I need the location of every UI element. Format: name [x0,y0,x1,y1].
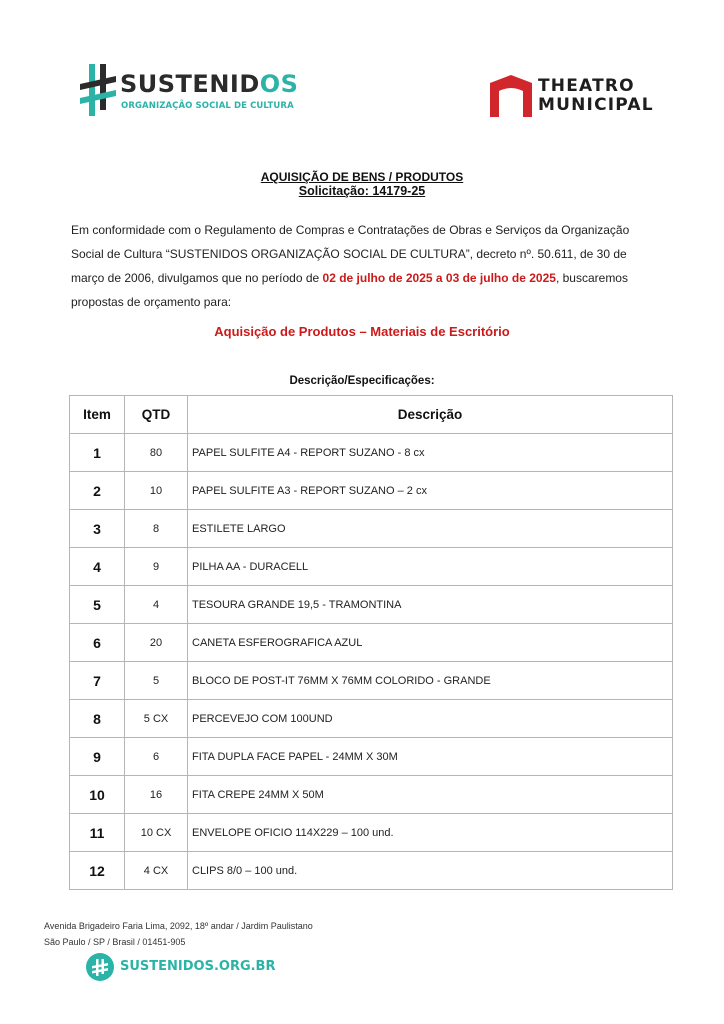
period-highlight: 02 de julho de 2025 a 03 de julho de 2025 [322,271,556,285]
document-title [0,170,724,198]
item-description: CANETA ESFEROGRAFICA AZUL [188,624,673,662]
address-line-1: Avenida Brigadeiro Faria Lima, 2092, 18º andar / Jardim Paulistano [44,921,313,931]
hash-icon [86,953,114,981]
item-number: 9 [70,738,125,776]
header-desc: Descrição [188,396,673,434]
table-header-row [70,396,673,434]
website-link[interactable]: SUSTENIDOS.ORG.BR [120,959,276,974]
item-description: FITA CREPE 24MM X 50M [188,776,673,814]
item-description: FITA DUPLA FACE PAPEL - 24MM X 30M [188,738,673,776]
item-number: 11 [70,814,125,852]
item-qtd: 9 [125,548,188,586]
item-number: 5 [70,586,125,624]
table-row [70,776,673,814]
table-row [70,662,673,700]
item-description: PAPEL SULFITE A3 - REPORT SUZANO – 2 cx [188,472,673,510]
item-number: 4 [70,548,125,586]
item-qtd: 16 [125,776,188,814]
table-row [70,852,673,890]
item-description: PAPEL SULFITE A4 - REPORT SUZANO - 8 cx [188,434,673,472]
item-qtd: 10 [125,472,188,510]
spec-title: Descrição/Especificações: [289,375,435,387]
theatro-line2: MUNICIPAL [538,95,654,115]
logo-subtitle: ORGANIZAÇÃO SOCIAL DE CULTURA [121,101,294,111]
item-qtd: 5 CX [125,700,188,738]
intro-paragraph [71,218,661,314]
theatro-wordmark [538,77,654,115]
table-row [70,472,673,510]
item-qtd: 20 [125,624,188,662]
item-qtd: 6 [125,738,188,776]
table-row [70,510,673,548]
paragraph-text: Em conformidade com o Regulamento de Compras e Contratações de Obras e Serviços da Organização Social de Cultura “SUSTENIDOS ORGANIZAÇÃO SOCIAL DE CULTURA”, decreto nº. 50.611, de 30 de março de 2006, divulgamos que no período de [71,223,630,285]
item-number: 12 [70,852,125,890]
item-number: 2 [70,472,125,510]
table-row [70,548,673,586]
request-number: Solicitação: 14179-25 [298,184,426,198]
item-description: PILHA AA - DURACELL [188,548,673,586]
item-number: 6 [70,624,125,662]
item-qtd: 80 [125,434,188,472]
theatre-arch-icon [490,73,532,117]
item-description: ESTILETE LARGO [188,510,673,548]
item-number: 1 [70,434,125,472]
theatro-line1: THEATRO [538,76,635,96]
table-body [70,434,673,890]
logo-wordmark: SUSTENIDOS [120,70,299,98]
item-description: ENVELOPE OFICIO 114X229 – 100 und. [188,814,673,852]
item-qtd: 5 [125,662,188,700]
footer-address [44,918,313,950]
item-qtd: 4 CX [125,852,188,890]
header-item: Item [70,396,125,434]
paragraph-text-end: , buscaremos propostas de orçamento para: [71,271,628,309]
item-qtd: 10 CX [125,814,188,852]
table-row [70,700,673,738]
items-table [69,395,673,890]
header-qtd: QTD [125,396,188,434]
item-number: 3 [70,510,125,548]
item-number: 8 [70,700,125,738]
item-qtd: 4 [125,586,188,624]
table-row [70,586,673,624]
table-row [70,624,673,662]
hash-icon [80,64,116,116]
item-description: BLOCO DE POST-IT 76MM X 76MM COLORIDO - GRANDE [188,662,673,700]
table-row [70,814,673,852]
sustenidos-logo [80,62,299,120]
item-number: 7 [70,662,125,700]
item-qtd: 8 [125,510,188,548]
item-number: 10 [70,776,125,814]
title-text: AQUISIÇÃO DE BENS / PRODUTOS [260,170,464,184]
theatro-municipal-logo [490,73,660,119]
item-description: CLIPS 8/0 – 100 und. [188,852,673,890]
footer-website[interactable] [86,953,286,983]
item-description: PERCEVEJO COM 100UND [188,700,673,738]
table-row [70,738,673,776]
address-line-2: São Paulo / SP / Brasil / 01451-905 [44,937,186,947]
section-title: Aquisição de Produtos – Materiais de Escritório [214,324,510,339]
table-row [70,434,673,472]
item-description: TESOURA GRANDE 19,5 - TRAMONTINA [188,586,673,624]
